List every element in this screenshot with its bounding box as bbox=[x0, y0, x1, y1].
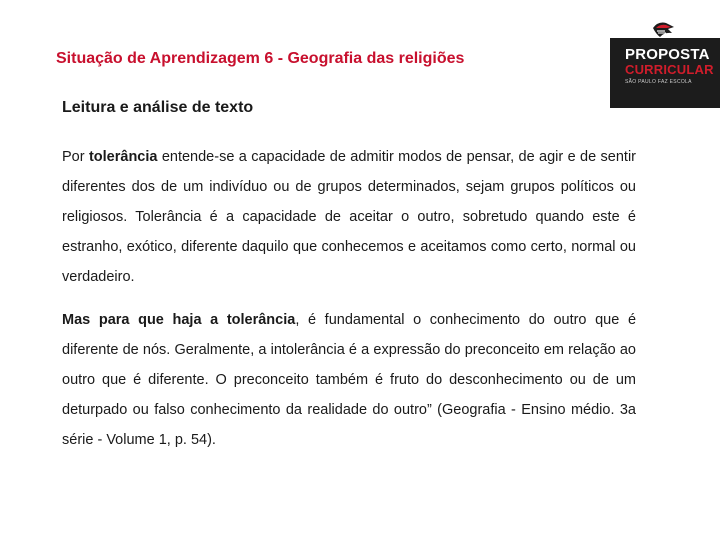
section-heading: Leitura e análise de texto bbox=[62, 99, 254, 116]
paragraph-tolerance-definition bbox=[62, 142, 636, 292]
sao-paulo-flag-icon bbox=[650, 20, 676, 40]
logo-text-proposta: PROPOSTA bbox=[625, 46, 710, 63]
paragraph-bold-term: tolerância bbox=[88, 149, 158, 165]
slide-title: Situação de Aprendizagem 6 - Geografia das religiões bbox=[56, 50, 465, 67]
paragraph-tolerance-knowledge bbox=[62, 305, 636, 455]
paragraph-body-text: entende-se a capacidade de admitir modos de pensar, de agir e de sentir diferentes dos de um indivíduo ou de grupos determinados, sejam grupos políticos ou religiosos. Tolerância é a capacidade de aceitar o outro, sobretudo quando este é estranho, exótico, diferente daquilo que conhecemos e aceitamos como certo, normal ou verdadeiro. bbox=[62, 149, 637, 285]
paragraph-lead-text: Por bbox=[62, 149, 89, 165]
paragraph-body-text: , é fundamental o conhecimento do outro que é diferente de nós. Geralmente, a intolerância é a expressão do preconceito em relação ao outro que é diferente. O preconceito também é fruto do desconhecimento ou de um deturpado ou falso conhecimento da realidade do outro” (Geografia - Ensino médio. 3a série - Volume 1, p. 54). bbox=[62, 312, 637, 448]
logo-text-tagline: SÃO PAULO FAZ ESCOLA bbox=[625, 79, 692, 85]
logo-text-curricular: CURRICULAR bbox=[625, 62, 714, 77]
paragraph-bold-lead: Mas para que haja a tolerância bbox=[62, 312, 296, 328]
